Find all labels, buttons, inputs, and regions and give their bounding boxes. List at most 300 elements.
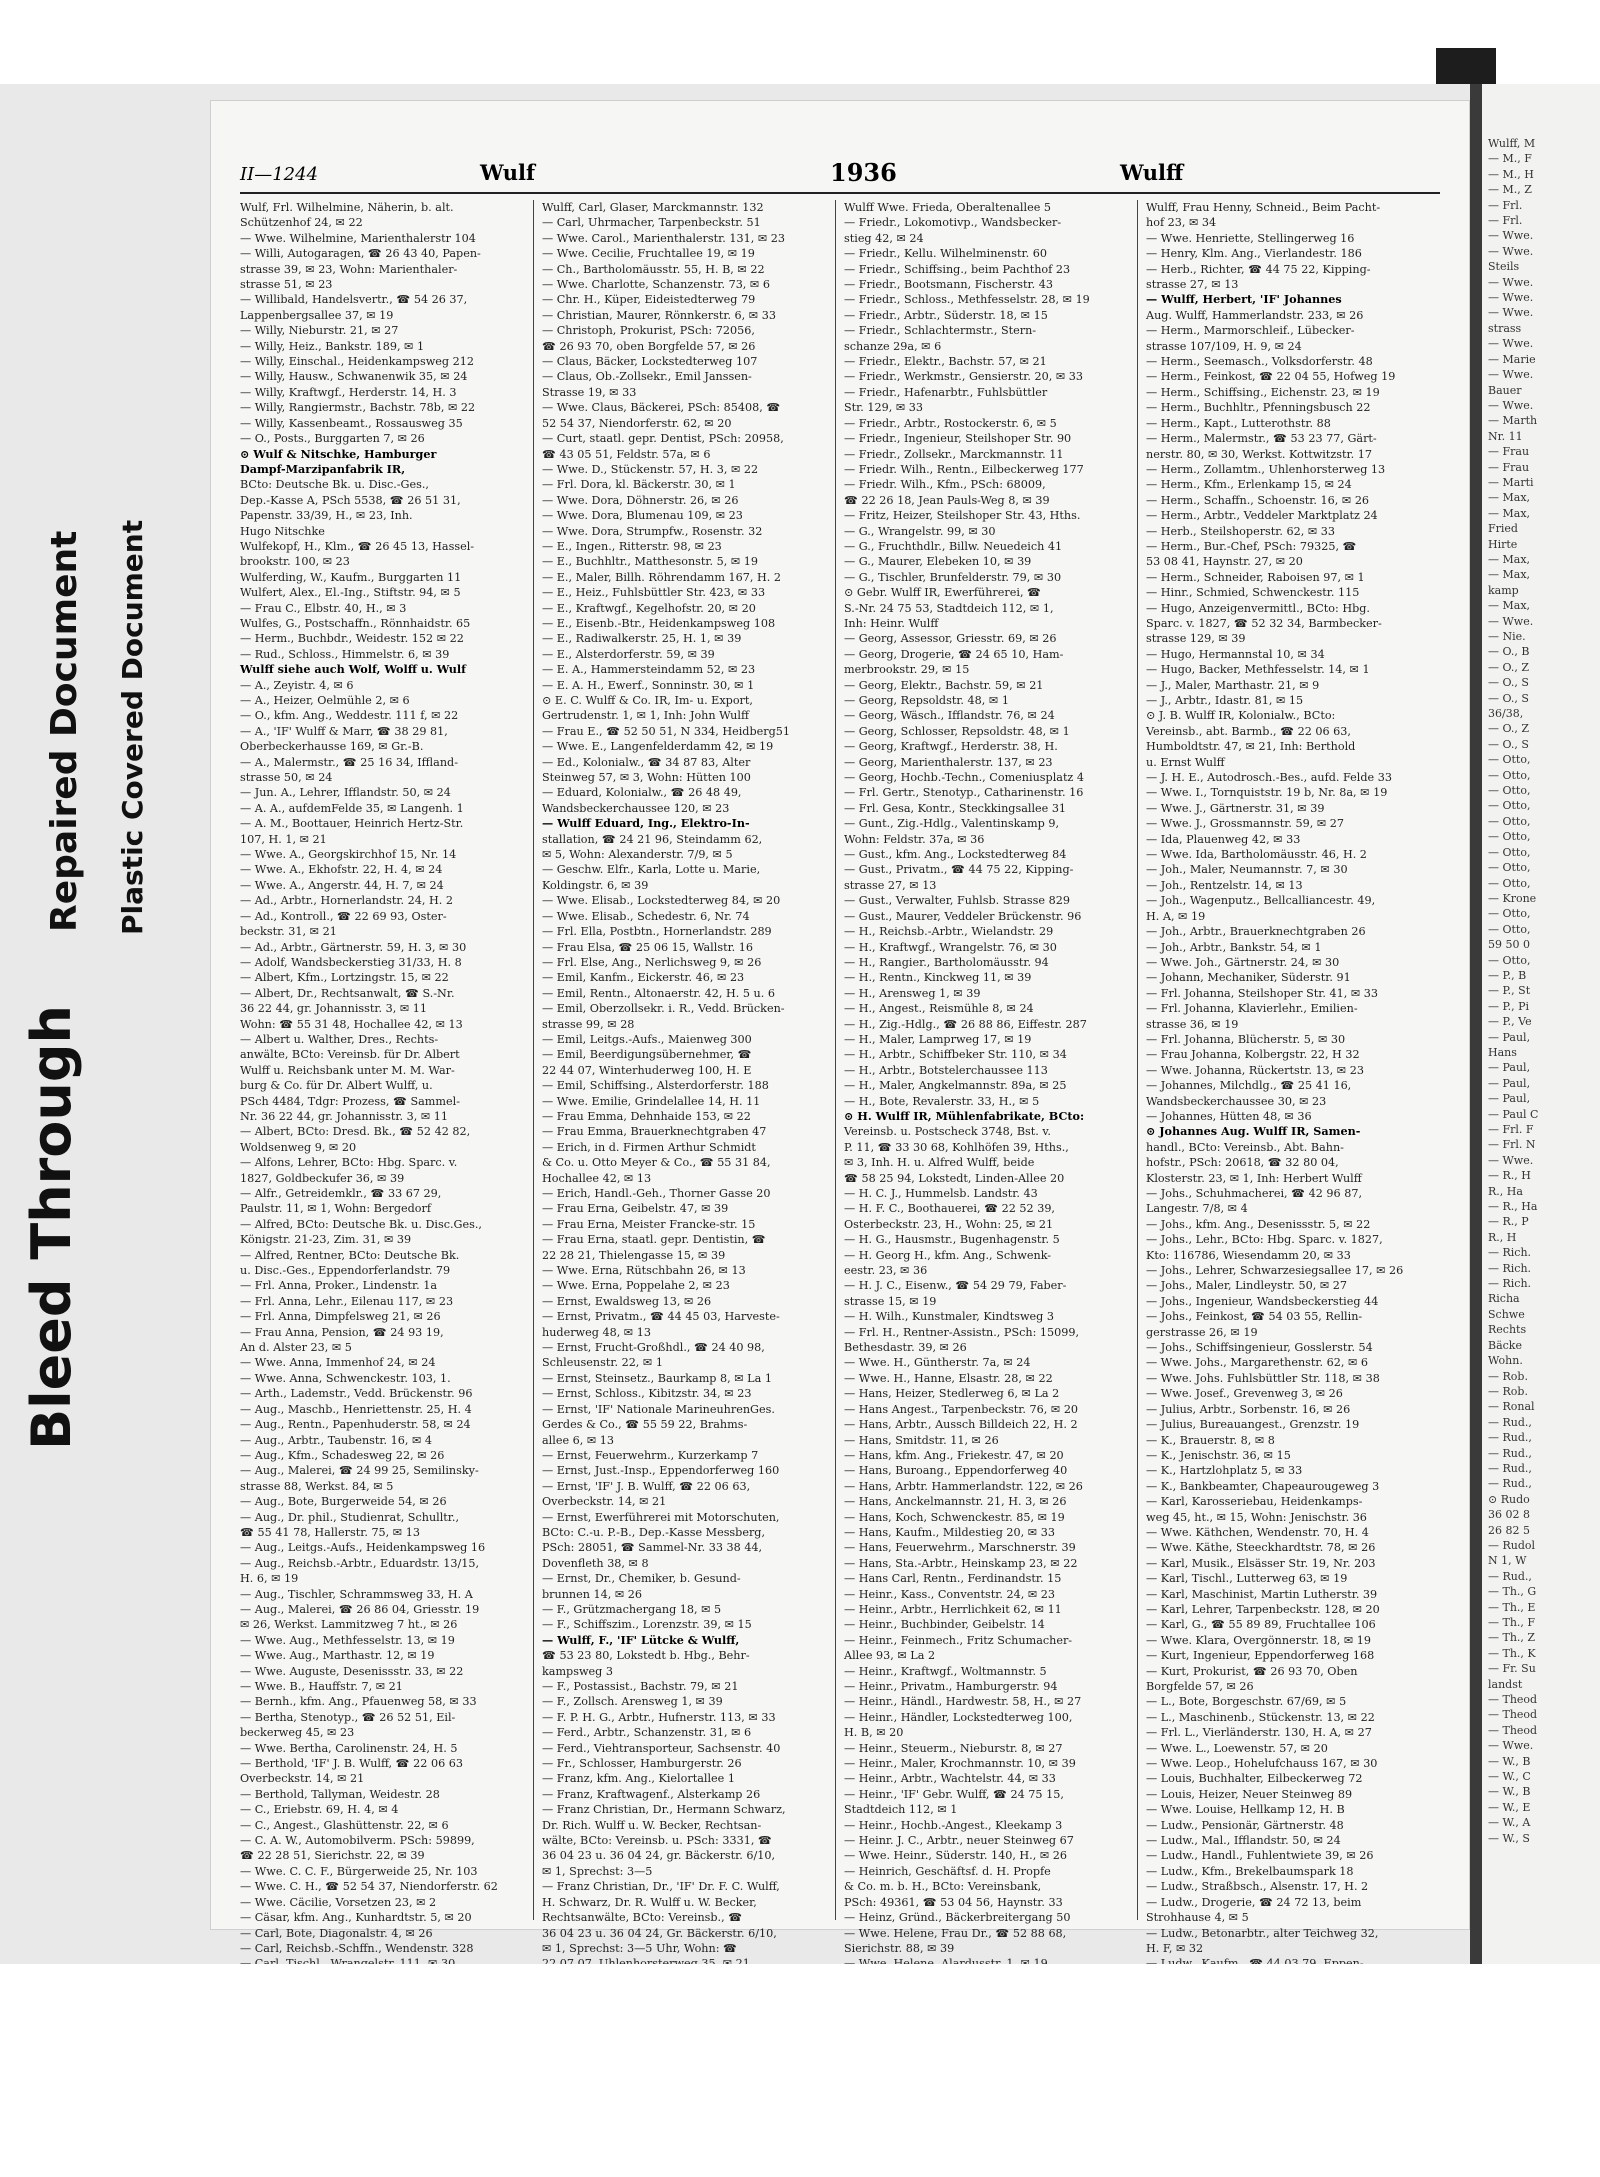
directory-entry: — Hans, Kaufm., Mildestieg 20, ✉ 33: [844, 1525, 1055, 1539]
directory-entry: — Emil, Kanfm., Eickerstr. 46, ✉ 23: [542, 971, 745, 985]
directory-entry: ✉ 1, Sprechst: 3—5: [542, 1864, 653, 1878]
directory-entry: — Ad., Arbtr., Gärtnerstr. 59, H. 3, ✉ 30: [240, 940, 467, 954]
directory-entry: — Frl. Anna, Dimpfelsweg 21, ✉ 26: [240, 1310, 441, 1324]
directory-entry: — Franz Christian, Dr., Hermann Schwarz,: [542, 1803, 786, 1817]
directory-entry: H. B, ✉ 20: [844, 1726, 904, 1740]
directory-entry: — J., Arbtr., Idastr. 81, ✉ 15: [1146, 694, 1304, 707]
directory-entry: Humboldtstr. 47, ✉ 21, Inh: Berthold: [1146, 740, 1356, 754]
directory-entry: — Karl, G., ☎ 55 89 89, Fruchtallee 106: [1146, 1618, 1376, 1632]
directory-entry: — Frau Elsa, ☎ 25 06 15, Wallstr. 16: [542, 940, 754, 954]
adjacent-page-line: Bauer: [1488, 383, 1522, 397]
adjacent-page-line: — Rob.: [1488, 1384, 1528, 1398]
directory-entry: Wulff, Frau Henny, Schneid., Beim Pacht-: [1146, 201, 1381, 214]
adjacent-page-line: — Wwe.: [1488, 306, 1534, 320]
directory-entry: Inh: Heinr. Wulff: [844, 616, 939, 630]
directory-entry: — Henry, Klm. Ang., Vierlandestr. 186: [1146, 247, 1362, 261]
adjacent-page-line: — Paul C: [1488, 1107, 1539, 1121]
directory-entry: 22 44 07, Winterhuderweg 100, H. E: [542, 1063, 752, 1077]
adjacent-page-line: — Th., Z: [1488, 1631, 1536, 1645]
directory-entry: — Georg, Marienthalerstr. 137, ✉ 23: [844, 755, 1053, 769]
directory-entry: — Ludw., Handl., Fuhlentwiete 39, ✉ 26: [1146, 1849, 1374, 1863]
adjacent-page-line: — Th., F: [1488, 1616, 1536, 1629]
adjacent-page-line: — Wwe.: [1488, 614, 1534, 628]
directory-entry: — Carl, Uhrmacher, Tarpenbeckstr. 51: [542, 216, 761, 230]
directory-entry: — Heinr., Steuerm., Nieburstr. 8, ✉ 27: [844, 1741, 1063, 1755]
adjacent-page-line: — Theod: [1488, 1723, 1538, 1737]
directory-entry: Wulfes, G., Postschaffn., Rönnhaidstr. 65: [240, 616, 471, 630]
directory-entry: — Wwe. Helene, Frau Dr., ☎ 52 88 68,: [844, 1926, 1067, 1940]
bottom-margin: [0, 1964, 1600, 2177]
columns: [240, 200, 1440, 1955]
directory-entry: — Johs., Lehrer, Schwarzesiegsallee 17, ✉ 26: [1146, 1264, 1404, 1278]
directory-entry: — Albert, BCto: Dresd. Bk., ☎ 52 42 82,: [240, 1125, 471, 1139]
directory-entry: H. Schwarz, Dr. R. Wulff u. W. Becker,: [542, 1895, 757, 1909]
directory-entry: — F., Schiffszim., Lorenzstr. 39, ✉ 15: [542, 1618, 752, 1632]
directory-entry: — Emil, Leitgs.-Aufs., Maienweg 300: [542, 1032, 752, 1046]
directory-entry: — Herm., Kfm., Erlenkamp 15, ✉ 24: [1146, 478, 1352, 492]
adjacent-page-line: — W., A: [1488, 1816, 1531, 1830]
directory-entry: — Wwe. A., Angerstr. 44, H. 7, ✉ 24: [240, 878, 444, 892]
directory-entry: Wulferding, W., Kaufm., Burggarten 11: [240, 570, 462, 584]
directory-entry: — Willy, Kraftwgf., Herderstr. 14, H. 3: [240, 385, 457, 399]
directory-entry: Stadtdeich 112, ✉ 1: [844, 1803, 958, 1817]
adjacent-page-line: 26 82 5: [1488, 1523, 1530, 1537]
directory-entry: — Kurt, Ingenieur, Eppendorferweg 168: [1146, 1649, 1375, 1663]
directory-entry: — Heinr., Feinmech., Fritz Schumacher-: [844, 1633, 1073, 1647]
directory-entry: Dr. Rich. Wulff u. W. Becker, Rechtsan-: [542, 1818, 762, 1832]
directory-entry: H. A, ✉ 19: [1146, 909, 1206, 923]
adjacent-page-line: Fried: [1488, 522, 1518, 536]
directory-entry: — H., Arensweg 1, ✉ 39: [844, 986, 981, 1000]
directory-entry: — Gust., Privatm., ☎ 44 75 22, Kipping-: [844, 863, 1074, 877]
directory-entry: u. Ernst Wulff: [1146, 755, 1225, 769]
directory-entry: — Wwe. Klara, Overgönnerstr. 18, ✉ 19: [1146, 1633, 1372, 1647]
directory-entry: — Wwe. A., Ekhofstr. 22, H. 4, ✉ 24: [240, 863, 443, 877]
directory-entry: — Frl. Johanna, Steilshoper Str. 41, ✉ 33: [1146, 986, 1379, 1000]
directory-entry: — Georg, Hochb.-Techn., Comeniusplatz 4: [844, 771, 1085, 785]
directory-entry: — C., Eriebstr. 69, H. 4, ✉ 4: [240, 1803, 399, 1817]
directory-entry: — J. H. E., Autodrosch.-Bes., aufd. Felde 33: [1146, 771, 1392, 785]
directory-entry: — Franz Christian, Dr., 'IF' Dr. F. C. Wulff,: [542, 1880, 780, 1894]
adjacent-page-line: — Rud.,: [1488, 1569, 1532, 1583]
directory-entry: 36 04 23 u. 36 04 24, Gr. Bäckerstr. 6/10,: [542, 1926, 777, 1940]
adjacent-page-line: — Otto,: [1488, 861, 1531, 875]
directory-entry: Rechtsanwälte, BCto: Vereinsb., ☎: [542, 1911, 743, 1925]
adjacent-page-line: R., Ha: [1488, 1184, 1523, 1198]
directory-entry: — E. A. H., Ewerf., Sonninstr. 30, ✉ 1: [542, 678, 755, 692]
directory-entry: — Heinr., Arbtr., Wachtelstr. 44, ✉ 33: [844, 1772, 1056, 1786]
directory-entry: — E., Eisenb.-Btr., Heidenkampsweg 108: [542, 616, 776, 630]
directory-entry: — Wwe. Joh., Gärtnerstr. 24, ✉ 30: [1146, 955, 1340, 969]
adjacent-page-line: — Max,: [1488, 568, 1531, 582]
directory-entry: beckstr. 31, ✉ 21: [240, 925, 337, 939]
directory-entry: 36 22 44, gr. Johannisstr. 3, ✉ 11: [240, 1002, 428, 1016]
directory-entry: — H. C. J., Hummelsb. Landstr. 43: [844, 1187, 1038, 1200]
directory-entry: — Heinr. J. C., Arbtr., neuer Steinweg 67: [844, 1834, 1074, 1848]
directory-entry: — Joh., Wagenputz., Bellcalliancestr. 49,: [1146, 894, 1376, 908]
directory-entry: — Willy, Nieburstr. 21, ✉ 27: [240, 324, 399, 338]
directory-entry: u. Disc.-Ges., Eppendorferlandstr. 79: [240, 1264, 451, 1278]
directory-entry: — Ernst, Privatm., ☎ 44 45 03, Harveste-: [542, 1310, 780, 1324]
directory-entry: — Heinr., Maler, Krochmannstr. 10, ✉ 39: [844, 1757, 1076, 1771]
directory-entry: — Rud., Schloss., Himmelstr. 6, ✉ 39: [240, 647, 450, 661]
directory-entry: handl., BCto: Vereinsb., Abt. Bahn-: [1146, 1140, 1344, 1154]
directory-entry: 1827, Goldbeckufer 36, ✉ 39: [240, 1171, 405, 1185]
adjacent-page-line: — Marie: [1488, 352, 1536, 366]
directory-entry: Oberbeckerhausse 169, ✉ Gr.-B.: [240, 740, 424, 754]
directory-entry: — K., Brauerstr. 8, ✉ 8: [1146, 1433, 1275, 1447]
directory-entry: — Aug., Malerei, ☎ 26 86 04, Griesstr. 19: [240, 1602, 480, 1616]
directory-entry: — H., Arbtr., Botstelerchaussee 113: [844, 1063, 1048, 1077]
adjacent-page-line: Hans: [1488, 1045, 1517, 1059]
adjacent-page-line: — Frau: [1488, 460, 1530, 474]
directory-entry: — Aug., Leitgs.-Aufs., Heidenkampsweg 16: [240, 1541, 486, 1555]
adjacent-page-line: — Marth: [1488, 414, 1538, 428]
directory-entry: BCto: Deutsche Bk. u. Disc.-Ges.,: [240, 478, 429, 492]
column-divider: [835, 200, 836, 1920]
directory-entry: — Frau Anna, Pension, ☎ 24 93 19,: [240, 1325, 444, 1339]
directory-entry: — Frl. Gertr., Stenotyp., Catharinenstr. 16: [844, 786, 1084, 800]
page-number: II—1244: [240, 164, 319, 185]
directory-entry: — Wwe. C. C. F., Bürgerweide 25, Nr. 103: [240, 1864, 478, 1878]
directory-entry: — Frau Emma, Brauerknechtgraben 47: [542, 1125, 767, 1139]
directory-entry: Osterbeckstr. 23, H., Wohn: 25, ✉ 21: [844, 1217, 1054, 1231]
directory-entry: eestr. 23, ✉ 36: [844, 1264, 928, 1278]
directory-entry: — Emil, Schiffsing., Alsterdorferstr. 188: [542, 1079, 769, 1093]
directory-entry: Steinweg 57, ✉ 3, Wohn: Hütten 100: [542, 771, 751, 785]
adjacent-page-line: — Wwe.: [1488, 398, 1534, 412]
directory-entry: Wandsbeckerchaussee 120, ✉ 23: [542, 801, 730, 815]
directory-entry: — Wwe. D., Stückenstr. 57, H. 3, ✉ 22: [542, 462, 759, 476]
directory-entry: ⊙ Johannes Aug. Wulff IR, Samen-: [1146, 1124, 1361, 1139]
directory-entry: — Curt, staatl. gepr. Dentist, PSch: 20958,: [542, 432, 784, 446]
directory-entry: — Herm., Buchhltr., Pfenningsbusch 22: [1146, 401, 1371, 415]
directory-entry: Wohn: ☎ 55 31 48, Hochallee 42, ✉ 13: [240, 1017, 463, 1031]
directory-entry: — Johs., Lehr., BCto: Hbg. Sparc. v. 1827,: [1146, 1233, 1383, 1247]
directory-entry: — Heinrich, Geschäftsf. d. H. Propfe: [844, 1864, 1051, 1878]
directory-entry: — Gust., Verwalter, Fuhlsb. Strasse 829: [844, 894, 1070, 908]
directory-entry: 107, H. 1, ✉ 21: [240, 832, 327, 846]
adjacent-page-line: — Marti: [1488, 475, 1534, 489]
adjacent-page-line: Schwe: [1488, 1307, 1525, 1321]
directory-entry: — Wwe. Anna, Schwenckestr. 103, 1.: [240, 1371, 451, 1385]
directory-entry: — Ernst, 'IF' Nationale MarineuhrenGes.: [542, 1402, 775, 1416]
directory-entry: — H. Wilh., Kunstmaler, Kindtsweg 3: [844, 1310, 1054, 1324]
directory-entry: stieg 42, ✉ 24: [844, 231, 924, 245]
directory-entry: — Ad., Arbtr., Hornerlandstr. 24, H. 2: [240, 894, 453, 908]
directory-entry: — Willibald, Handelsvertr., ☎ 54 26 37,: [240, 293, 468, 307]
adjacent-page-line: landst: [1488, 1677, 1523, 1691]
directory-entry: — Johs., Ingenieur, Wandsbeckerstieg 44: [1146, 1294, 1379, 1308]
directory-entry: Borgfelde 57, ✉ 26: [1146, 1680, 1254, 1693]
directory-entry: — A., Zeyistr. 4, ✉ 6: [240, 678, 354, 692]
adjacent-page-line: — Otto,: [1488, 753, 1531, 767]
directory-entry: — Wwe. Ida, Bartholomäusstr. 46, H. 2: [1146, 848, 1367, 862]
adjacent-page-line: — Wwe.: [1488, 229, 1534, 243]
directory-entry: — H., Zig.-Hdlg., ☎ 26 88 86, Eiffestr. 287: [844, 1017, 1087, 1031]
directory-entry: ⊙ E. C. Wulff & Co. IR, Im- u. Export,: [542, 694, 753, 707]
directory-entry: — Herm., Kapt., Lutterothstr. 88: [1146, 416, 1331, 430]
column-divider: [1137, 200, 1138, 1920]
adjacent-page-line: — O., S: [1488, 737, 1529, 751]
directory-entry: — Willy, Einschal., Heidenkampsweg 212: [240, 355, 474, 369]
directory-entry: ☎ 26 93 70, oben Borgfelde 57, ✉ 26: [542, 339, 756, 353]
directory-entry: Gertrudenstr. 1, ✉ 1, Inh: John Wulff: [542, 709, 749, 723]
directory-entry: Langestr. 7/8, ✉ 4: [1146, 1202, 1248, 1216]
adjacent-page-line: — Wwe.: [1488, 1739, 1534, 1753]
directory-entry: — Johs., Schiffsingenieur, Gosslerstr. 54: [1146, 1341, 1373, 1355]
directory-entry: — Wwe. Louise, Hellkamp 12, H. B: [1146, 1803, 1345, 1817]
directory-entry: — Wwe. Cäcilie, Vorsetzen 23, ✉ 2: [240, 1895, 437, 1909]
directory-entry: — Aug., Bote, Burgerweide 54, ✉ 26: [240, 1495, 447, 1509]
directory-entry: — Karl, Karosseriebau, Heidenkamps-: [1146, 1495, 1363, 1509]
adjacent-page-line: — Wwe.: [1488, 275, 1534, 289]
directory-entry: — Friedr., Arbtr., Rostockerstr. 6, ✉ 5: [844, 416, 1057, 430]
directory-entry: Wulff, Carl, Glaser, Marckmannstr. 132: [542, 201, 764, 214]
directory-entry: BCto: C.-u. P.-B., Dep.-Kasse Messberg,: [542, 1525, 766, 1539]
adjacent-page-line: — W., E: [1488, 1800, 1531, 1814]
directory-entry: — Friedr., Hafenarbtr., Fuhlsbüttler: [844, 385, 1048, 399]
directory-entry: — Wulff, F., 'IF' Lütcke & Wulff,: [542, 1632, 740, 1647]
directory-entry: — Ad., Kontroll., ☎ 22 69 93, Oster-: [240, 909, 447, 923]
adjacent-page-line: — P., Ve: [1488, 1015, 1532, 1029]
adjacent-page-line: — Otto,: [1488, 953, 1531, 967]
directory-entry: Aug. Wulff, Hammerlandstr. 233, ✉ 26: [1146, 308, 1364, 322]
directory-entry: 36 04 23 u. 36 04 24, gr. Bäckerstr. 6/10,: [542, 1849, 776, 1863]
directory-entry: — Emil, Oberzollsekr. i. R., Vedd. Brücken-: [542, 1002, 785, 1016]
directory-entry: — Ferd., Viehtransporteur, Sachsenstr. 40: [542, 1741, 781, 1755]
directory-entry: — H., Bote, Revalerstr. 33, H., ✉ 5: [844, 1094, 1040, 1108]
directory-entry: Koldingstr. 6, ✉ 39: [542, 878, 649, 892]
directory-entry: — Wwe. Käthchen, Wendenstr. 70, H. 4: [1146, 1525, 1369, 1539]
directory-entry: nerstr. 80, ✉ 30, Werkst. Kottwitzstr. 17: [1146, 447, 1372, 461]
directory-entry: Paulstr. 11, ✉ 1, Wohn: Bergedorf: [240, 1202, 432, 1216]
directory-entry: — Johann, Mechaniker, Süderstr. 91: [1146, 971, 1351, 985]
directory-entry: — Wwe. Claus, Bäckerei, PSch: 85408, ☎: [542, 401, 781, 415]
directory-entry: — Georg, Wäsch., Ifflandstr. 76, ✉ 24: [844, 709, 1055, 723]
adjacent-page-line: Wulff, M: [1488, 137, 1536, 150]
adjacent-page-line: — R., P: [1488, 1215, 1529, 1229]
directory-page: [210, 100, 1470, 1955]
directory-entry: Strohhause 4, ✉ 5: [1146, 1911, 1249, 1925]
directory-entry: — Wwe. J., Gärtnerstr. 31, ✉ 39: [1146, 801, 1325, 815]
directory-entry: — Herm., Marmorschleif., Lübecker-: [1146, 324, 1355, 338]
directory-entry: — Emil, Beerdigungsübernehmer, ☎: [542, 1048, 752, 1062]
directory-entry: — H. J. C., Eisenw., ☎ 54 29 79, Faber-: [844, 1279, 1067, 1293]
column-divider: [533, 200, 534, 1920]
directory-entry: Gerdes & Co., ☎ 55 59 22, Brahms-: [542, 1418, 748, 1432]
directory-entry: — Wwe. Johs. Fuhlsbüttler Str. 118, ✉ 38: [1146, 1371, 1380, 1385]
directory-entry: Lappenbergsallee 37, ✉ 19: [240, 308, 394, 322]
adjacent-page-line: — Paul,: [1488, 1030, 1531, 1044]
directory-entry: — A., Heizer, Oelmühle 2, ✉ 6: [240, 694, 410, 707]
directory-entry: — F., Postassist., Bachstr. 79, ✉ 21: [542, 1680, 739, 1693]
directory-entry: Königstr. 21-23, Zim. 31, ✉ 39: [240, 1233, 412, 1247]
directory-entry: — H., Rangier., Bartholomäusstr. 94: [844, 955, 1049, 969]
adjacent-page-line: — O., S: [1488, 676, 1529, 690]
adjacent-page-line: Richa: [1488, 1292, 1520, 1306]
directory-entry: & Co. u. Otto Meyer & Co., ☎ 55 31 84,: [542, 1156, 771, 1170]
directory-entry: Strasse 19, ✉ 33: [542, 385, 637, 399]
directory-entry: S.-Nr. 24 75 53, Stadtdeich 112, ✉ 1,: [844, 601, 1054, 615]
directory-entry: — Alfred, BCto: Deutsche Bk. u. Disc.Ges.,: [240, 1217, 482, 1231]
adjacent-page-line: — Paul,: [1488, 1061, 1531, 1075]
directory-entry: PSch: 49361, ☎ 53 04 56, Haynstr. 33: [844, 1895, 1063, 1909]
directory-entry: — F. P. H. G., Arbtr., Hufnerstr. 113, ✉ 33: [542, 1710, 776, 1724]
scanner-tab: [1436, 48, 1496, 84]
directory-entry: — Frau Erna, Meister Francke-str. 15: [542, 1217, 756, 1231]
adjacent-page-line: R., H: [1488, 1230, 1517, 1244]
directory-entry: — Hans, Arbtr., Aussch Billdeich 22, H. 2: [844, 1418, 1078, 1432]
directory-entry: — Heinz, Gründ., Bäckerbreitergang 50: [844, 1911, 1071, 1925]
adjacent-page-line: — Fr. Su: [1488, 1662, 1536, 1676]
directory-entry: — Wwe. Emilie, Grindelallee 14, H. 11: [542, 1094, 761, 1108]
adjacent-page-line: Nr. 11: [1488, 429, 1523, 443]
directory-entry: — Fritz, Heizer, Steilshoper Str. 43, Hths.: [844, 509, 1081, 523]
directory-entry: hofstr., PSch: 20618, ☎ 32 80 04,: [1146, 1156, 1339, 1170]
directory-entry: — Johannes, Hütten 48, ✉ 36: [1146, 1109, 1312, 1123]
directory-entry: — Wwe. I., Tornquiststr. 19 b, Nr. 8a, ✉ 19: [1146, 786, 1388, 800]
directory-entry: — Friedr. Wilh., Rentn., Eilbeckerweg 177: [844, 462, 1084, 476]
directory-entry: — Wwe. Johs., Margarethenstr. 62, ✉ 6: [1146, 1356, 1369, 1370]
adjacent-page-line: — Rudol: [1488, 1538, 1536, 1552]
directory-entry: — Gust., kfm. Ang., Lockstedterweg 84: [844, 848, 1067, 862]
directory-entry: Wulfekopf, H., Klm., ☎ 26 45 13, Hassel-: [240, 539, 475, 553]
column-1: [240, 200, 524, 1955]
directory-entry: — Herb., Steilshoperstr. 62, ✉ 33: [1146, 524, 1336, 538]
directory-entry: — Heinr., Privatm., Hamburgerstr. 94: [844, 1680, 1058, 1693]
adjacent-page-line: — Rud.,: [1488, 1477, 1532, 1491]
directory-entry: Vereinsb. u. Postscheck 3748, Bst. v.: [844, 1125, 1051, 1139]
adjacent-page-line: — Paul,: [1488, 1092, 1531, 1106]
directory-entry: — Joh., Rentzelstr. 14, ✉ 13: [1146, 878, 1303, 892]
directory-entry: — Willy, Hausw., Schwanenwik 35, ✉ 24: [240, 370, 468, 384]
directory-entry: — Heinr., Buchbinder, Geibelstr. 14: [844, 1618, 1045, 1632]
adjacent-page-line: — W., B: [1488, 1754, 1531, 1768]
directory-entry: — A. M., Boottauer, Heinrich Hertz-Str.: [240, 817, 464, 831]
directory-entry: — Frau C., Elbstr. 40, H., ✉ 3: [240, 601, 407, 615]
directory-entry: — Herm., Malermstr., ☎ 53 23 77, Gärt-: [1146, 432, 1377, 446]
directory-entry: — Heinr., Arbtr., Herrlichkeit 62, ✉ 11: [844, 1602, 1062, 1616]
directory-entry: — Louis, Buchhalter, Eilbeckerweg 72: [1146, 1772, 1363, 1786]
directory-entry: stallation, ☎ 24 21 96, Steindamm 62,: [542, 832, 763, 846]
directory-entry: — Ludw., Mal., Ifflandstr. 50, ✉ 24: [1146, 1834, 1341, 1848]
directory-entry: PSch: 28051, ☎ Sammel-Nr. 33 38 44,: [542, 1541, 763, 1555]
directory-entry: — Willy, Heiz., Bankstr. 189, ✉ 1: [240, 339, 425, 353]
directory-entry: Wandsbeckerchaussee 30, ✉ 23: [1146, 1094, 1327, 1108]
adjacent-page-line: — Rud.,: [1488, 1461, 1532, 1475]
adjacent-page-line: — Frau: [1488, 445, 1530, 459]
directory-entry: — Karl, Lehrer, Tarpenbeckstr. 128, ✉ 20: [1146, 1602, 1380, 1616]
header-year: 1936: [830, 158, 897, 187]
header-left-word: Wulf: [480, 160, 536, 185]
adjacent-page-line: — O., S: [1488, 691, 1529, 705]
directory-entry: — K., Bankbeamter, Chapeaurougeweg 3: [1146, 1479, 1380, 1493]
directory-entry: — Ernst, Just.-Insp., Eppendorferweg 160: [542, 1464, 780, 1478]
directory-entry: — Hugo, Backer, Methfesselstr. 14, ✉ 1: [1146, 663, 1370, 677]
directory-entry: huderweg 48, ✉ 13: [542, 1325, 651, 1339]
directory-entry: Wohn: Feldstr. 37a, ✉ 36: [844, 832, 985, 846]
directory-entry: 22 28 21, Thielengasse 15, ✉ 39: [542, 1248, 726, 1262]
directory-entry: — Carl, Bote, Diagonalstr. 4, ✉ 26: [240, 1926, 433, 1940]
directory-entry: — Aug., Rentn., Papenhuderstr. 58, ✉ 24: [240, 1418, 471, 1432]
directory-entry: — Friedr., Lokomotivp., Wandsbecker-: [844, 216, 1062, 230]
adjacent-page-line: — Wwe.: [1488, 244, 1534, 258]
directory-entry: — G., Maurer, Elebeken 10, ✉ 39: [844, 555, 1032, 569]
directory-entry: — Frau E., ☎ 52 50 51, N 334, Heidberg51: [542, 724, 790, 738]
directory-entry: Bethesdastr. 39, ✉ 26: [844, 1341, 967, 1355]
directory-entry: — Wwe. Erna, Rütschbahn 26, ✉ 13: [542, 1264, 746, 1278]
adjacent-page-line: — Wwe.: [1488, 291, 1534, 305]
directory-entry: — Wwe. Elisab., Lockstedterweg 84, ✉ 20: [542, 894, 781, 908]
directory-entry: — Aug., Reichsb.-Arbtr., Eduardstr. 13/15,: [240, 1556, 480, 1570]
directory-entry: Klosterstr. 23, ✉ 1, Inh: Herbert Wulff: [1146, 1171, 1362, 1185]
directory-entry: — G., Fruchthdlr., Billw. Neuedeich 41: [844, 539, 1063, 553]
directory-entry: ✉ 5, Wohn: Alexanderstr. 7/9, ✉ 5: [542, 848, 733, 862]
directory-entry: — H. Georg H., kfm. Ang., Schwenk-: [844, 1248, 1052, 1262]
directory-entry: — K., Hartzlohplatz 5, ✉ 33: [1146, 1464, 1303, 1478]
directory-entry: — Berthold, 'IF' J. B. Wulff, ☎ 22 06 63: [240, 1757, 463, 1771]
directory-entry: — Ernst, Feuerwehrm., Kurzerkamp 7: [542, 1448, 759, 1462]
directory-entry: — Alfred, Rentner, BCto: Deutsche Bk.: [240, 1248, 460, 1262]
directory-entry: ☎ 55 41 78, Hallerstr. 75, ✉ 13: [240, 1525, 420, 1539]
directory-entry: allee 6, ✉ 13: [542, 1433, 615, 1447]
directory-entry: — Franz, Kraftwagenf., Alsterkamp 26: [542, 1787, 761, 1801]
directory-entry: — Willi, Autogaragen, ☎ 26 43 40, Papen-: [240, 247, 481, 261]
adjacent-page-line: — Otto,: [1488, 845, 1531, 859]
directory-entry: — Johs., kfm. Ang., Desenissstr. 5, ✉ 22: [1146, 1217, 1371, 1231]
directory-entry: — Wwe. Wilhelmine, Marienthalerstr 104: [240, 231, 476, 245]
directory-entry: — Julius, Arbtr., Sorbenstr. 16, ✉ 26: [1146, 1402, 1351, 1416]
adjacent-page-line: — W., B: [1488, 1785, 1531, 1799]
directory-entry: — Hinr., Schmied, Schwenckestr. 115: [1146, 586, 1360, 600]
directory-entry: — Hugo, Anzeigenvermittl., BCto: Hbg.: [1146, 601, 1370, 615]
directory-entry: — Wwe. Charlotte, Schanzenstr. 73, ✉ 6: [542, 278, 770, 292]
adjacent-page-line: — M., H: [1488, 167, 1534, 181]
adjacent-page-line: 36/38,: [1488, 707, 1524, 721]
directory-entry: Woldsenweg 9, ✉ 20: [240, 1140, 357, 1154]
directory-entry: brunnen 14, ✉ 26: [542, 1587, 643, 1601]
header-right-word: Wulff: [1120, 160, 1184, 185]
adjacent-page-line: — Th., G: [1488, 1585, 1537, 1599]
directory-entry: — Arth., Lademstr., Vedd. Brückenstr. 96: [240, 1387, 473, 1401]
directory-entry: Allee 93, ✉ La 2: [844, 1649, 936, 1663]
directory-entry: — Wwe. Dora, Döhnerstr. 26, ✉ 26: [542, 493, 739, 507]
adjacent-page-line: — Frl.: [1488, 198, 1523, 212]
adjacent-page-line: — Otto,: [1488, 876, 1531, 890]
directory-entry: — Friedr., Arbtr., Süderstr. 18, ✉ 15: [844, 308, 1048, 322]
directory-entry: strasse 107/109, H. 9, ✉ 24: [1146, 339, 1302, 353]
directory-entry: — H., Kraftwgf., Wrangelstr. 76, ✉ 30: [844, 940, 1057, 954]
directory-entry: — Bernh., kfm. Ang., Pfauenweg 58, ✉ 33: [240, 1695, 477, 1709]
directory-entry: — Ernst, Frucht-Großhdl., ☎ 24 40 98,: [542, 1341, 765, 1355]
directory-entry: Vereinsb., abt. Barmb., ☎ 22 06 63,: [1146, 724, 1351, 738]
directory-entry: — Friedr., Schloss., Methfesselstr. 28, ✉ 19: [844, 293, 1090, 307]
directory-entry: strasse 50, ✉ 24: [240, 771, 333, 785]
directory-entry: — L., Bote, Borgeschstr. 67/69, ✉ 5: [1146, 1695, 1347, 1709]
directory-entry: — Friedr., Schlachtermstr., Stern-: [844, 324, 1037, 338]
directory-entry: — Fr., Schlosser, Hamburgerstr. 26: [542, 1757, 742, 1771]
directory-entry: — E., Buchhltr., Matthesonstr. 5, ✉ 19: [542, 555, 759, 569]
directory-entry: — H., Rentn., Kinckweg 11, ✉ 39: [844, 971, 1032, 985]
directory-entry: — G., Wrangelstr. 99, ✉ 30: [844, 524, 996, 538]
directory-entry: — Ernst, Ewerführerei mit Motorschuten,: [542, 1510, 780, 1524]
directory-entry: — Wwe. H., Hanne, Elsastr. 28, ✉ 22: [844, 1371, 1053, 1385]
directory-entry: — Ch., Bartholomäusstr. 55, H. B, ✉ 22: [542, 262, 765, 276]
directory-entry: strasse 39, ✉ 23, Wohn: Marienthaler-: [240, 262, 458, 276]
directory-entry: — Friedr., Bootsmann, Fischerstr. 43: [844, 278, 1053, 292]
directory-entry: ☎ 53 23 80, Lokstedt b. Hbg., Behr-: [542, 1649, 750, 1663]
